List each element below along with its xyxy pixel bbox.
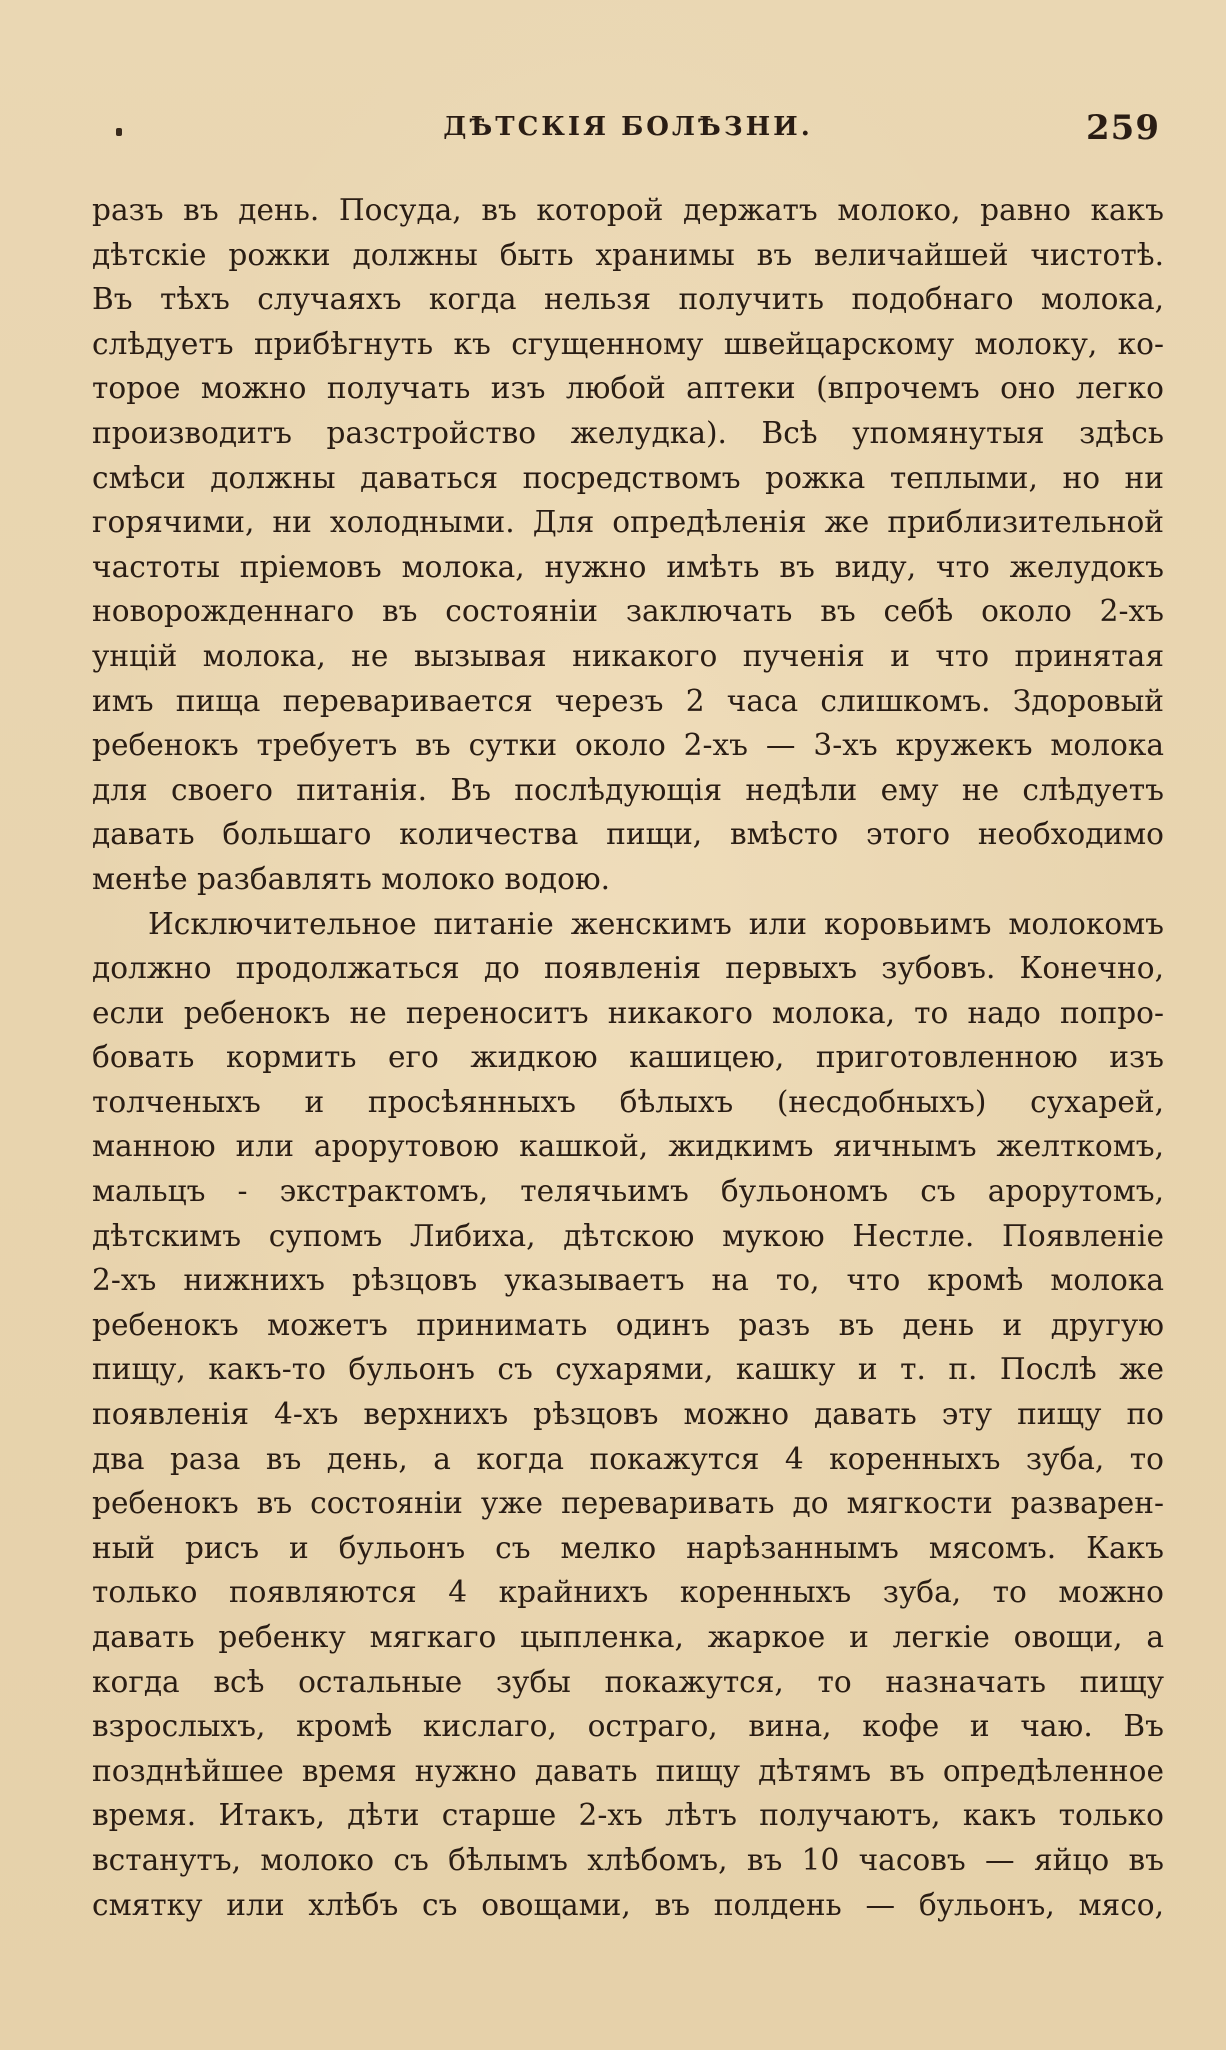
text-line: дѣтскимъ супомъ Либиха, дѣтскою мукою Нестле. Появленіе bbox=[92, 1218, 1164, 1253]
text-line: взрослыхъ, кромѣ кислаго, остраго, вина, кофе и чаю. Въ bbox=[92, 1709, 1164, 1744]
text-line: мальцъ - экстрактомъ, телячьимъ бульономъ съ арорутомъ, bbox=[92, 1174, 1164, 1209]
text-line: два раза въ день, а когда покажутся 4 коренныхъ зуба, то bbox=[92, 1441, 1164, 1476]
text-line: Исключительное питаніе женскимъ или коровьимъ молокомъ bbox=[148, 906, 1164, 941]
text-line: 2-хъ нижнихъ рѣзцовъ указываетъ на то, что кромѣ молока bbox=[92, 1263, 1164, 1298]
text-line: дѣтскіе рожки должны быть хранимы въ величайшей чистотѣ. bbox=[92, 237, 1164, 272]
text-line: Въ тѣхъ случаяхъ когда нельзя получить подобнаго молока, bbox=[92, 282, 1164, 317]
text-line: разъ въ день. Посуда, въ которой держатъ молоко, равно какъ bbox=[92, 193, 1164, 227]
text-line: если ребенокъ не переноситъ никакого молока, то надо попро- bbox=[92, 995, 1164, 1030]
text-line: имъ пища переваривается черезъ 2 часа слишкомъ. Здоровый bbox=[92, 683, 1164, 718]
text-line: смятку или хлѣбъ съ овощами, въ полдень — бульонъ, мясо, bbox=[92, 1887, 1164, 1922]
text-line: пищу, какъ-то бульонъ съ сухарями, кашку и т. п. Послѣ же bbox=[92, 1352, 1164, 1387]
text-line: когда всѣ остальные зубы покажутся, то назначать пищу bbox=[92, 1664, 1164, 1699]
text-line: должно продолжаться до появленія первыхъ зубовъ. Конечно, bbox=[92, 951, 1164, 986]
paragraph bbox=[92, 188, 1164, 902]
body-text bbox=[92, 188, 1164, 1927]
text-line: бовать кормить его жидкою кашицею, приготовленною изъ bbox=[92, 1040, 1164, 1075]
text-line: ребенокъ въ состояніи уже переваривать до мягкости разварен- bbox=[92, 1486, 1164, 1521]
text-line: только появляются 4 крайнихъ коренныхъ зуба, то можно bbox=[92, 1575, 1164, 1610]
page-number: 259 bbox=[1086, 108, 1160, 148]
text-line: производитъ разстройство желудка). Всѣ упомянутыя здѣсь bbox=[92, 415, 1164, 450]
text-line: смѣси должны даваться посредствомъ рожка теплыми, но ни bbox=[92, 460, 1164, 495]
text-line: унцій молока, не вызывая никакого пученія и что принятая bbox=[92, 638, 1164, 673]
text-line: горячими, ни холодными. Для опредѣленія же приблизительной bbox=[92, 505, 1164, 540]
text-line: ный рисъ и бульонъ съ мелко нарѣзаннымъ мясомъ. Какъ bbox=[92, 1530, 1164, 1565]
text-line: позднѣйшее время нужно давать пищу дѣтямъ въ опредѣленное bbox=[92, 1753, 1164, 1788]
text-line: ребенокъ требуетъ въ сутки около 2-хъ — 3-хъ кружекъ молока bbox=[92, 728, 1164, 763]
text-line: давать ребенку мягкаго цыпленка, жаркое и легкіе овощи, а bbox=[92, 1620, 1164, 1654]
text-line: толченыхъ и просѣянныхъ бѣлыхъ (несдобныхъ) сухарей, bbox=[92, 1084, 1164, 1119]
text-line: время. Итакъ, дѣти старше 2-хъ лѣтъ получаютъ, какъ только bbox=[92, 1798, 1164, 1833]
text-line: ребенокъ можетъ принимать одинъ разъ въ день и другую bbox=[92, 1307, 1164, 1342]
paragraph bbox=[92, 902, 1164, 1928]
text-line: слѣдуетъ прибѣгнуть къ сгущенному швейцарскому молоку, ко- bbox=[92, 326, 1164, 361]
text-line: встанутъ, молоко съ бѣлымъ хлѣбомъ, въ 10 часовъ — яйцо въ bbox=[92, 1842, 1164, 1877]
page-header bbox=[96, 108, 1160, 148]
text-line: появленія 4-хъ верхнихъ рѣзцовъ можно давать эту пищу по bbox=[92, 1397, 1164, 1432]
text-line: торое можно получать изъ любой аптеки (впрочемъ оно легко bbox=[92, 371, 1164, 406]
text-line: давать большаго количества пищи, вмѣсто этого необходимо bbox=[92, 817, 1164, 852]
text-line: новорожденнаго въ состояніи заключать въ себѣ около 2-хъ bbox=[92, 594, 1164, 629]
text-line: менѣе разбавлять молоко водою. bbox=[92, 861, 611, 896]
text-line: манною или арорутовою кашкой, жидкимъ яичнымъ желткомъ, bbox=[92, 1129, 1164, 1164]
running-title: ДѢТСКІЯ БОЛѢЗНИ. bbox=[443, 112, 813, 142]
text-line: частоты пріемовъ молока, нужно имѣть въ виду, что желудокъ bbox=[92, 549, 1164, 584]
text-line: для своего питанія. Въ послѣдующія недѣли ему не слѣдуетъ bbox=[92, 772, 1164, 807]
